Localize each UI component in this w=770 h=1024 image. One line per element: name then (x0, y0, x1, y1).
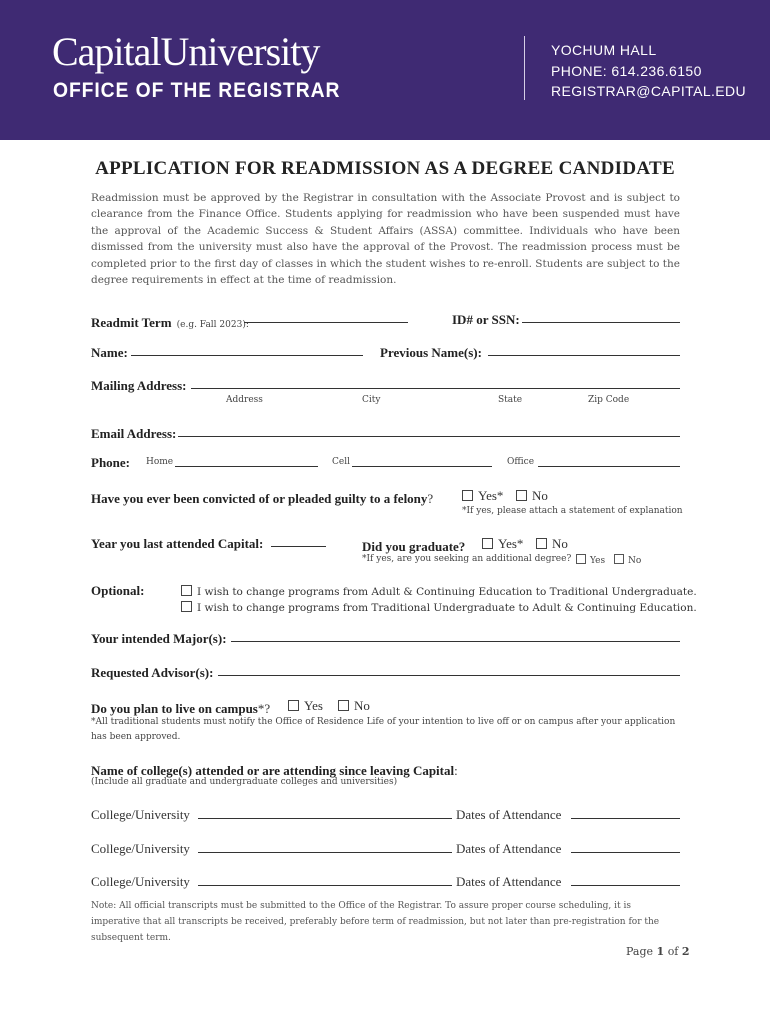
felony-yes-checkbox[interactable] (462, 490, 473, 501)
header-divider (524, 36, 525, 100)
grad-note: *If yes, are you seeking an additional degree? (362, 554, 572, 564)
zip-sublabel: Zip Code (588, 395, 630, 405)
phone-cell-label: Cell (332, 457, 350, 467)
college-label-3: College/University (91, 874, 190, 889)
dates-label-1: Dates of Attendance (456, 807, 562, 822)
campus-question: Do you plan to live on campus*? (91, 701, 271, 716)
felony-note: *If yes, please attach a statement of explanation (462, 506, 683, 516)
dates-field-1[interactable] (571, 818, 680, 819)
did-graduate-label: Did you graduate? (362, 539, 466, 554)
grad-no-option[interactable]: No (536, 536, 568, 552)
previous-names-field[interactable] (488, 355, 680, 356)
form-title: APPLICATION FOR READMISSION AS A DEGREE CANDIDATE (95, 158, 675, 179)
name-label: Name: (91, 345, 128, 360)
contact-phone: PHONE: 614.236.6150 (551, 62, 702, 79)
year-attended-field[interactable] (271, 546, 326, 547)
page-number: Page 1 of 2 (626, 945, 690, 958)
year-attended-label: Year you last attended Capital: (91, 536, 264, 551)
campus-no-option[interactable]: No (338, 698, 370, 714)
major-field[interactable] (231, 641, 680, 642)
college-label-1: College/University (91, 807, 190, 822)
office-title: OFFICE OF THE REGISTRAR (53, 79, 341, 102)
transcripts-note: Note: All official transcripts must be submitted to the Office of the Registrar. To assure proper course scheduling, it is imperative that all transcripts be received, preferably before term of readmission, but not later than pre-registration for the subsequent term. (91, 901, 660, 943)
major-label: Your intended Major(s): (91, 631, 227, 646)
grad-no-checkbox[interactable] (536, 538, 547, 549)
name-field[interactable] (131, 355, 363, 356)
grad-yes-checkbox[interactable] (482, 538, 493, 549)
readmit-term-field[interactable] (244, 322, 408, 323)
option-trad-to-ace[interactable]: I wish to change programs from Traditional Undergraduate to Adult & Continuing Education. (181, 601, 697, 614)
contact-address: YOCHUM HALL (551, 42, 657, 58)
mailing-address-label: Mailing Address: (91, 378, 187, 393)
campus-note: *All traditional students must notify the Office of Residence Life of your intention to live off or on campus after your application has been approved. (91, 717, 676, 742)
phone-home-field[interactable] (175, 466, 318, 467)
contact-block (551, 40, 746, 102)
campus-yes-checkbox[interactable] (288, 700, 299, 711)
felony-question: Have you ever been convicted of or pleaded guilty to a felony? (91, 491, 434, 506)
phone-home-label: Home (146, 457, 174, 467)
felony-no-option[interactable]: No (516, 488, 548, 504)
phone-office-field[interactable] (538, 466, 680, 467)
option-trad-to-ace-checkbox[interactable] (181, 601, 192, 612)
city-sublabel: City (362, 395, 381, 405)
grad-note-yes-checkbox[interactable] (576, 554, 586, 564)
college-field-1[interactable] (198, 818, 452, 819)
email-address-field[interactable] (178, 436, 680, 437)
id-ssn-label: ID# or SSN: (452, 312, 520, 327)
intro-paragraph: Readmission must be approved by the Registrar in consultation with the Associate Provost and is subject to clearance from the Finance Office. Students applying for readmission who have been suspended must have the approval of the Academic Success & Student Affairs (ASSA) committee. Individuals who have been dismissed from the university must also have the approval of the Provost. The readmission process must be completed prior to the first day of classes in which the student wishes to re-enroll. Students are subject to the degree requirements in effect at the time of readmission. (91, 192, 680, 287)
phone-office-label: Office (507, 457, 535, 467)
state-sublabel: State (498, 395, 523, 405)
felony-no-checkbox[interactable] (516, 490, 527, 501)
campus-yes-option[interactable]: Yes (288, 698, 323, 714)
dates-field-2[interactable] (571, 852, 680, 853)
grad-yes-option[interactable]: Yes* (482, 536, 523, 552)
grad-note-no-checkbox[interactable] (614, 554, 624, 564)
felony-yes-option[interactable]: Yes* (462, 488, 503, 504)
dates-label-3: Dates of Attendance (456, 874, 562, 889)
grad-note-no-option[interactable]: No (614, 554, 641, 566)
dates-field-3[interactable] (571, 885, 680, 886)
header-banner (0, 0, 770, 140)
contact-email[interactable]: REGISTRAR@CAPITAL.EDU (551, 83, 747, 99)
phone-label: Phone: (91, 455, 130, 470)
optional-label: Optional: (91, 583, 145, 598)
previous-names-label: Previous Name(s): (380, 345, 482, 360)
university-logo: CapitalUniversity (52, 29, 320, 74)
mailing-address-field[interactable] (191, 388, 680, 389)
email-address-label: Email Address: (91, 426, 177, 441)
college-field-2[interactable] (198, 852, 452, 853)
address-sublabel: Address (226, 395, 263, 405)
id-ssn-field[interactable] (522, 322, 680, 323)
college-label-2: College/University (91, 841, 190, 856)
advisor-field[interactable] (218, 675, 680, 676)
campus-no-checkbox[interactable] (338, 700, 349, 711)
advisor-label: Requested Advisor(s): (91, 665, 214, 680)
option-ace-to-trad-checkbox[interactable] (181, 585, 192, 596)
phone-cell-field[interactable] (352, 466, 492, 467)
readmit-term-label: Readmit Term (e.g. Fall 2023): (91, 315, 249, 330)
college-field-3[interactable] (198, 885, 452, 886)
dates-label-2: Dates of Attendance (456, 841, 562, 856)
colleges-hint: (Include all graduate and undergraduate colleges and universities) (91, 777, 398, 787)
grad-note-yes-option[interactable]: Yes (576, 554, 605, 566)
colleges-question: Name of college(s) attended or are attending since leaving Capital: (91, 763, 458, 778)
option-ace-to-trad[interactable]: I wish to change programs from Adult & Continuing Education to Traditional Undergraduate. (181, 585, 697, 598)
